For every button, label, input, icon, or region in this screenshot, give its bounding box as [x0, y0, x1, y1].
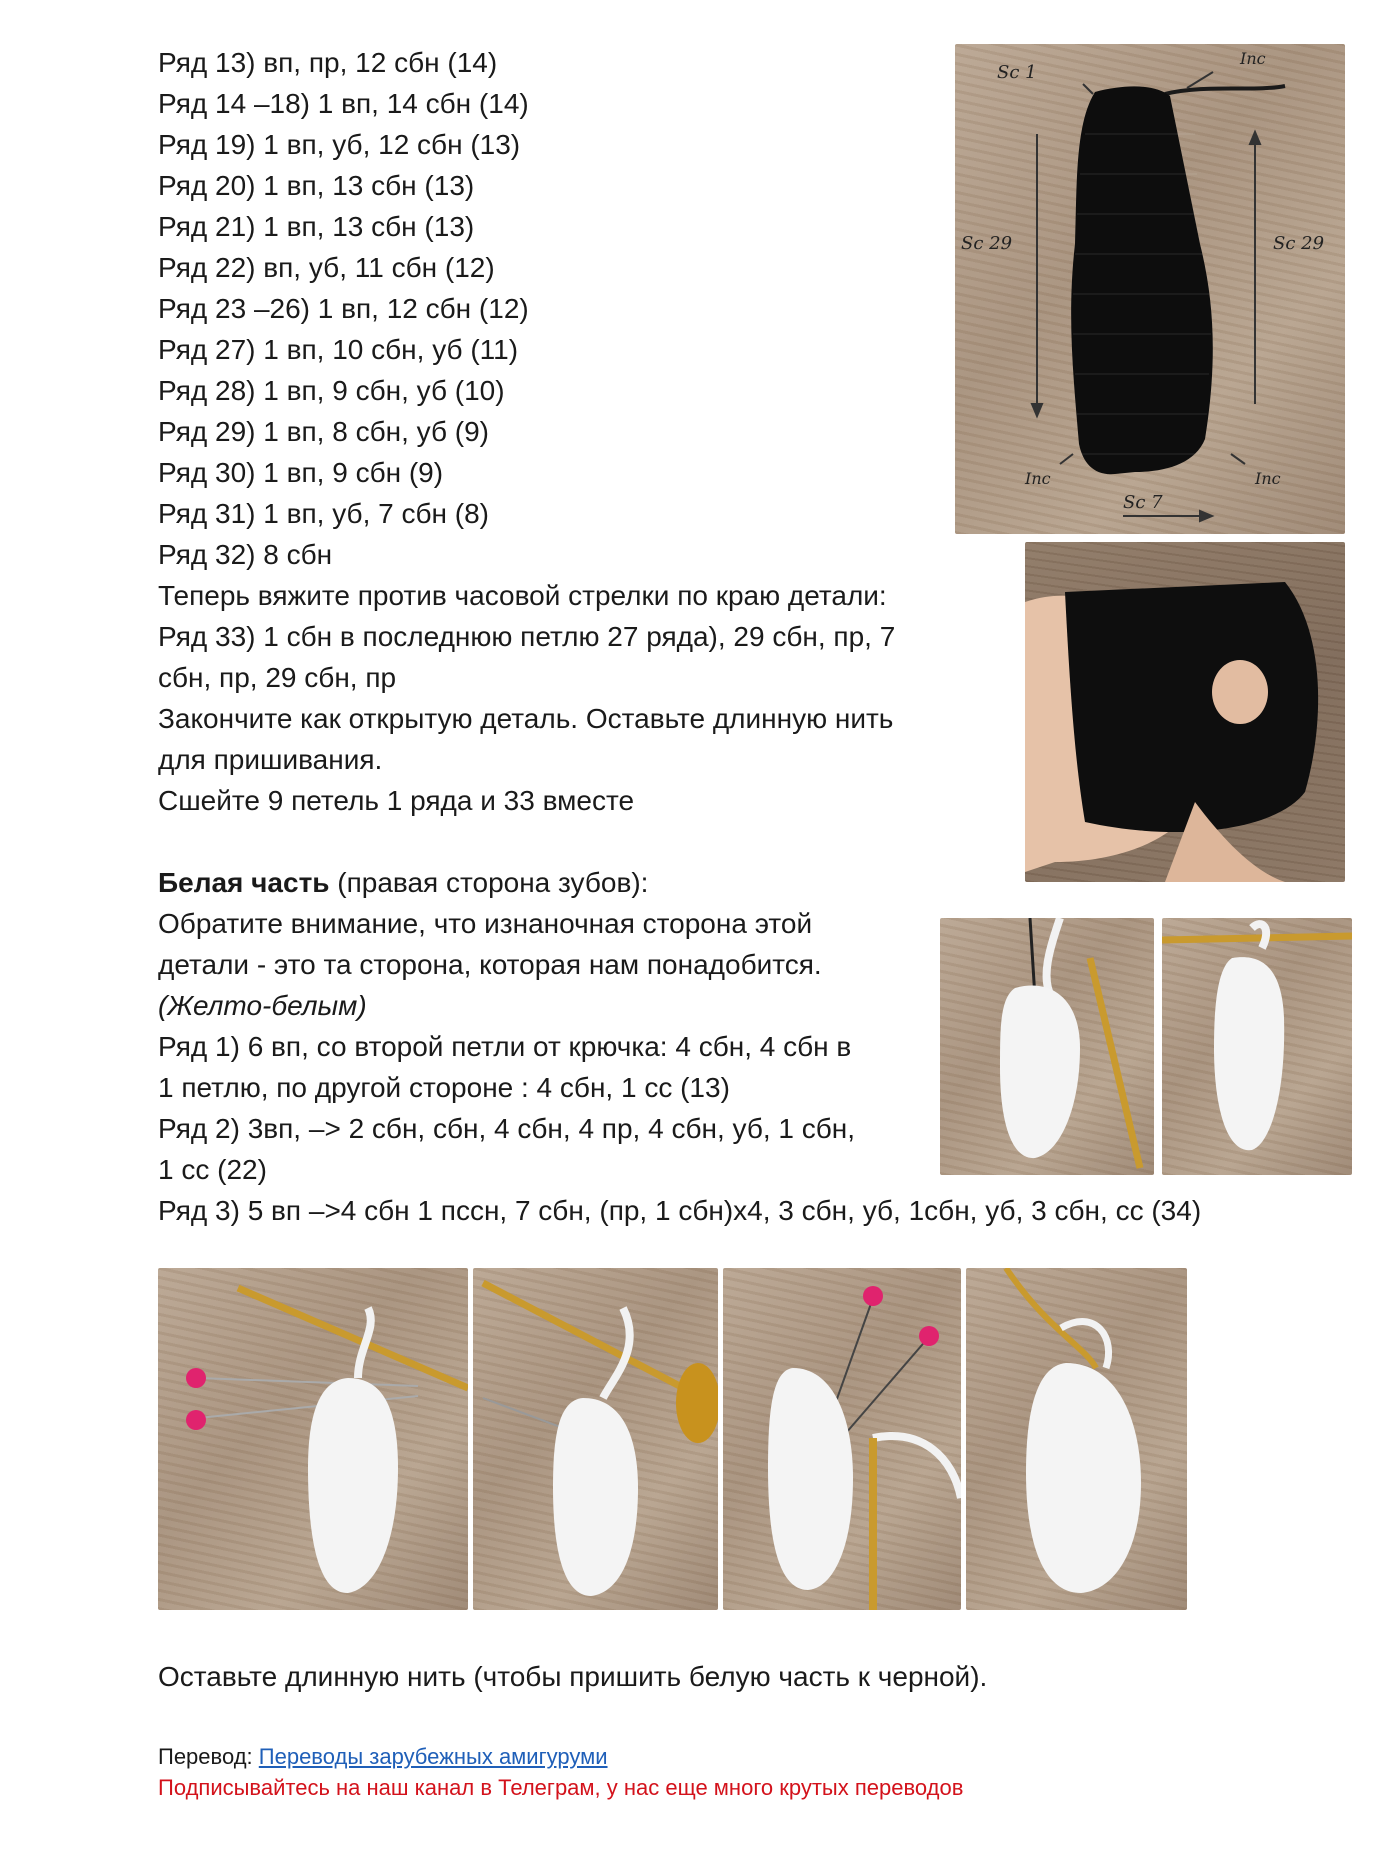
label-sc7: Sc 7 — [1123, 492, 1163, 513]
row-33-line-2: сбн, пр, 29 сбн, пр — [158, 662, 397, 693]
white-piece-illustration-b — [1162, 918, 1352, 1175]
row-28: Ряд 28) 1 вп, 9 сбн, уб (10) — [158, 375, 505, 406]
footer-translation — [158, 1742, 608, 1772]
translation-link[interactable]: Переводы зарубежных амигуруми — [258, 1744, 608, 1769]
row-1-line-2: 1 петлю, по другой стороне : 4 сбн, 1 сс (13) — [158, 1072, 730, 1103]
finish-line-1: Закончите как открытую деталь. Оставьте длинную нить — [158, 703, 894, 734]
folded-piece-illustration — [1025, 542, 1345, 882]
white-step4-illustration — [966, 1268, 1187, 1610]
photo-black-piece-in-hand — [1025, 542, 1345, 882]
row-3: Ряд 3) 5 вп –>4 сбн 1 пссн, 7 сбн, (пр, 1 сбн)x4, 3 сбн, уб, 1сбн, уб, 3 сбн, сс (34) — [158, 1195, 1202, 1226]
black-piece-illustration — [955, 44, 1345, 534]
row-32: Ряд 32) 8 сбн — [158, 539, 333, 570]
row-13: Ряд 13) вп, пр, 12 сбн (14) — [158, 47, 498, 78]
white-part-title: Белая часть — [158, 867, 330, 898]
photo-white-row1-b — [1162, 918, 1352, 1175]
white-part-subtitle: (правая сторона зубов): — [329, 867, 649, 898]
row-19: Ряд 19) 1 вп, уб, 12 сбн (13) — [158, 129, 521, 160]
white-piece-illustration-a — [940, 918, 1154, 1175]
note-line-2: детали - это та сторона, которая нам понадобится. — [158, 949, 822, 980]
photo-white-row3-step4 — [966, 1268, 1187, 1610]
label-sc1: Sc 1 — [997, 62, 1037, 83]
row-22: Ряд 22) вп, уб, 11 сбн (12) — [158, 252, 495, 283]
footer-subscribe: Подписывайтесь на наш канал в Телеграм, у нас еще много крутых переводов — [158, 1775, 964, 1800]
photo-white-row1-a — [940, 918, 1154, 1175]
finish-line-2: для пришивания. — [158, 744, 383, 775]
row-23-26: Ряд 23 –26) 1 вп, 12 сбн (12) — [158, 293, 529, 324]
label-inc-bottom-right: Inc — [1255, 469, 1281, 488]
row-1-line-1: Ряд 1) 6 вп, со второй петли от крючка: 4 сбн, 4 сбн в — [158, 1031, 852, 1062]
label-sc29-right: Sc 29 — [1273, 233, 1325, 254]
white-step2-illustration — [473, 1268, 718, 1610]
counterclockwise-instruction: Теперь вяжите против часовой стрелки по краю детали: — [158, 580, 887, 611]
label-sc29-left: Sc 29 — [961, 233, 1013, 254]
leave-thread-note: Оставьте длинную нить (чтобы пришить белую часть к черной). — [158, 1661, 988, 1692]
white-part-heading — [158, 862, 648, 903]
row-33-line-1: Ряд 33) 1 сбн в последнюю петлю 27 ряда), 29 сбн, пр, 7 — [158, 621, 896, 652]
row-2-line-1: Ряд 2) 3вп, –> 2 сбн, сбн, 4 сбн, 4 пр, 4 сбн, уб, 1 сбн, — [158, 1113, 856, 1144]
row-20: Ряд 20) 1 вп, 13 сбн (13) — [158, 170, 475, 201]
photo-white-row3-step1 — [158, 1268, 468, 1610]
row-27: Ряд 27) 1 вп, 10 сбн, уб (11) — [158, 334, 519, 365]
white-step1-illustration — [158, 1268, 468, 1610]
row-31: Ряд 31) 1 вп, уб, 7 сбн (8) — [158, 498, 489, 529]
row-30: Ряд 30) 1 вп, 9 сбн (9) — [158, 457, 444, 488]
label-inc-bottom-left: Inc — [1025, 469, 1051, 488]
label-inc-top: Inc — [1240, 49, 1266, 68]
row-14-18: Ряд 14 –18) 1 вп, 14 сбн (14) — [158, 88, 529, 119]
photo-white-row3-step2 — [473, 1268, 718, 1610]
sew-instruction: Сшейте 9 петель 1 ряда и 33 вместе — [158, 785, 635, 816]
note-line-1: Обратите внимание, что изнаночная сторона этой — [158, 908, 813, 939]
row-2-line-2: 1 сс (22) — [158, 1154, 267, 1185]
translation-label: Перевод: — [158, 1744, 259, 1769]
white-step3-illustration — [723, 1268, 961, 1610]
yarn-color: (Желто-белым) — [158, 990, 367, 1021]
row-21: Ряд 21) 1 вп, 13 сбн (13) — [158, 211, 475, 242]
row-29: Ряд 29) 1 вп, 8 сбн, уб (9) — [158, 416, 489, 447]
photo-black-piece-diagram — [955, 44, 1345, 534]
photo-white-row3-step3 — [723, 1268, 961, 1610]
